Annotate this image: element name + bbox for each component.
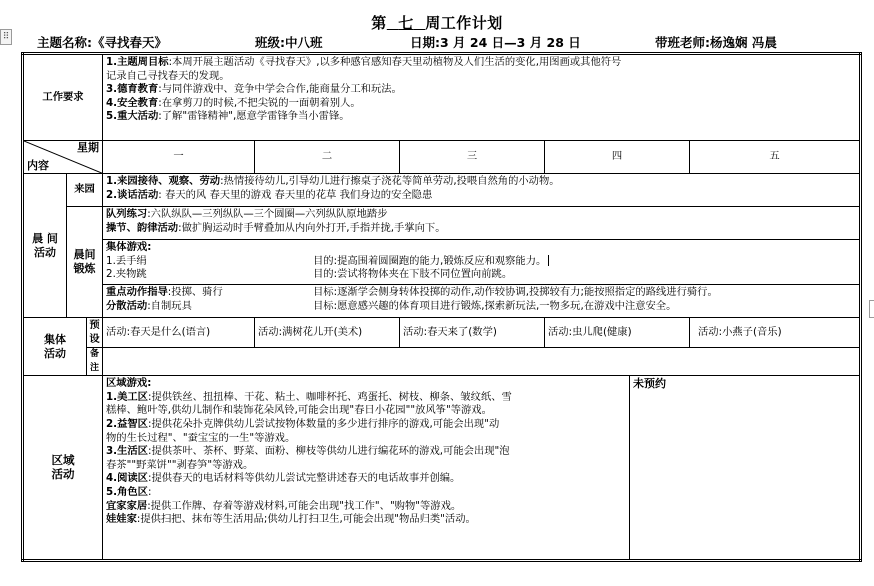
teachers: 带班老师:杨逸娴 冯晨 [655, 35, 777, 50]
page-title [0, 12, 874, 33]
day-tuesday: 二 [255, 141, 400, 174]
arrival-content [103, 174, 861, 207]
area-line: 3.生活区:提供茶叶、茶杯、野菜、面粉、柳枝等供幼儿进行编花环的游戏,可能会出现"泡 [106, 445, 510, 458]
group-activity-preset-row [23, 318, 861, 348]
focus-item: 重点动作指导:投掷、骑行 目标:逐渐学会侧身转体投掷的动作,动作较协调,投掷较有力;能按照指定的路线进行骑行。 [106, 286, 718, 298]
activity-tuesday: 活动:满树花儿开(美术) [255, 318, 400, 348]
area-line: 2.益智区:提供花朵扑克牌供幼儿尝试按物体数量的多少进行排序的游戏,可能会出现"动 [106, 417, 500, 430]
game-item: 2.夹物跳 目的:尝试将物体夹在下肢不同位置向前跳。 [106, 268, 513, 281]
theme-name: 主题名称:《寻找春天》 [37, 35, 167, 50]
area-line: 糕棒、鲍叶等,供幼儿制作和装饰花朵风铃,可能会出现"春日小花园""放风筝"等游戏。 [106, 404, 492, 417]
table-resize-handle-icon[interactable] [869, 300, 874, 318]
table-move-handle-icon[interactable]: ⠿ [0, 29, 12, 45]
day-monday: 一 [103, 141, 255, 174]
work-requirements-row [23, 54, 861, 141]
title-prefix: 第 [371, 14, 387, 32]
reservation-status: 未预约 [630, 376, 861, 561]
game-item: 1.丢手绢 目的:提高围着圆圈跑的能力,锻炼反应和观察能力。 [106, 255, 856, 269]
work-line: 4.安全教育:在拿剪刀的时候,不把尖锐的一面朝着别人。 [106, 96, 361, 109]
corner-content-label: 内容 [27, 159, 49, 173]
morning-arrival-row [23, 174, 861, 207]
note-content [103, 348, 861, 376]
arrival-line: 2.谈话活动: 春天的风 春天里的游戏 春天里的花草 我们身边的安全隐患 [106, 188, 433, 201]
morning-activity-label: 晨 间 活动 [23, 174, 67, 318]
day-wednesday: 三 [400, 141, 545, 174]
activity-wednesday: 活动:春天来了(数学) [400, 318, 545, 348]
exercise-line: 操节、韵律活动:做扩胸运动时手臂叠加从内向外打开,手指并拢,手掌向下。 [106, 221, 446, 234]
exercise-line: 队列练习:六队纵队—三列纵队—三个圆圈—六列纵队原地踏步 [106, 208, 388, 220]
work-requirements-label: 工作要求 [23, 54, 103, 141]
area-activity-label: 区域 活动 [23, 376, 103, 561]
weekday-header-row [23, 141, 861, 174]
area-line: 4.阅读区:提供春天的电话材料等供幼儿尝试完整讲述春天的电话故事并创编。 [106, 472, 461, 485]
work-requirements-content [103, 54, 861, 141]
date-range: 日期:3 月 24 日—3 月 28 日 [410, 35, 581, 50]
note-label: 备 注 [87, 348, 103, 376]
text-cursor [548, 255, 549, 266]
work-line: 记录自己寻找春天的发现。 [106, 69, 230, 82]
area-line: 1.美工区:提供铁丝、扭扭棒、干花、粘土、咖啡杯托、鸡蛋托、树枝、柳条、皱纹纸、雪 [106, 390, 512, 403]
class-name: 班级:中八班 [255, 35, 323, 50]
arrival-label: 来园 [67, 174, 103, 207]
exercise-content [103, 207, 861, 240]
group-activity-note-row [23, 348, 861, 376]
corner-weekday-label: 星期 [77, 141, 100, 154]
area-line: 5.角色区: [106, 485, 152, 498]
title-suffix: 周工作计划 [425, 14, 503, 32]
area-line: 春茶""野菜饼""剥春笋"等游戏。 [106, 458, 254, 471]
morning-exercise-row [23, 207, 861, 240]
day-thursday: 四 [545, 141, 690, 174]
work-line: 3.德育教育:与同伴游戏中、竞争中学会合作,能商量分工和玩法。 [106, 83, 402, 96]
title-week-number: 七 [398, 14, 414, 32]
day-friday: 五 [690, 141, 861, 174]
group-games-content [103, 240, 861, 285]
area-activity-row [23, 376, 861, 561]
activity-thursday: 活动:虫儿爬(健康) [545, 318, 690, 348]
work-line: 5.重大活动:了解"雷锋精神",愿意学雷锋争当小雷锋。 [106, 110, 350, 123]
group-games-title: 集体游戏: [106, 241, 152, 253]
weekday-corner-cell [23, 141, 103, 174]
activity-friday: 活动:小燕子(音乐) [690, 318, 861, 348]
area-line: 娃娃家:提供扫把、抹布等生活用品;供幼儿打扫卫生,可能会出现"物品归类"活动。 [106, 513, 476, 526]
weekly-plan-table [21, 52, 862, 562]
area-activity-content [103, 376, 630, 561]
preset-label: 预 设 [87, 318, 103, 348]
group-activity-label: 集体 活动 [23, 318, 87, 376]
focus-item: 分散活动:自制玩具 目标:愿意感兴趣的体育项目进行锻炼,探索新玩法,一物多玩,在游戏中注意安全。 [106, 299, 677, 312]
area-line: 物的生长过程"、"蚕宝宝的一生"等游戏。 [106, 431, 296, 444]
work-line: 1.主题周目标:本周开展主题活动《寻找春天》,以多种感官感知春天里动植物及人们生活的变化,用图画或其他符号 [106, 56, 622, 68]
exercise-label: 晨间 锻炼 [67, 207, 103, 318]
group-games-row [23, 240, 861, 285]
focus-activities-content [103, 285, 861, 318]
arrival-line: 1.来园接待、观察、劳动:热情接待幼儿,引导幼儿进行擦桌子浇花等简单劳动,投喂自然角的小动物。 [106, 175, 560, 187]
area-heading: 区域游戏: [106, 377, 152, 390]
activity-monday: 活动:春天是什么(语言) [103, 318, 255, 348]
area-line: 宜家家居:提供工作牌、存着等游戏材料,可能会出现"找工作"、"购物"等游戏。 [106, 499, 462, 512]
focus-activities-row [23, 285, 861, 318]
